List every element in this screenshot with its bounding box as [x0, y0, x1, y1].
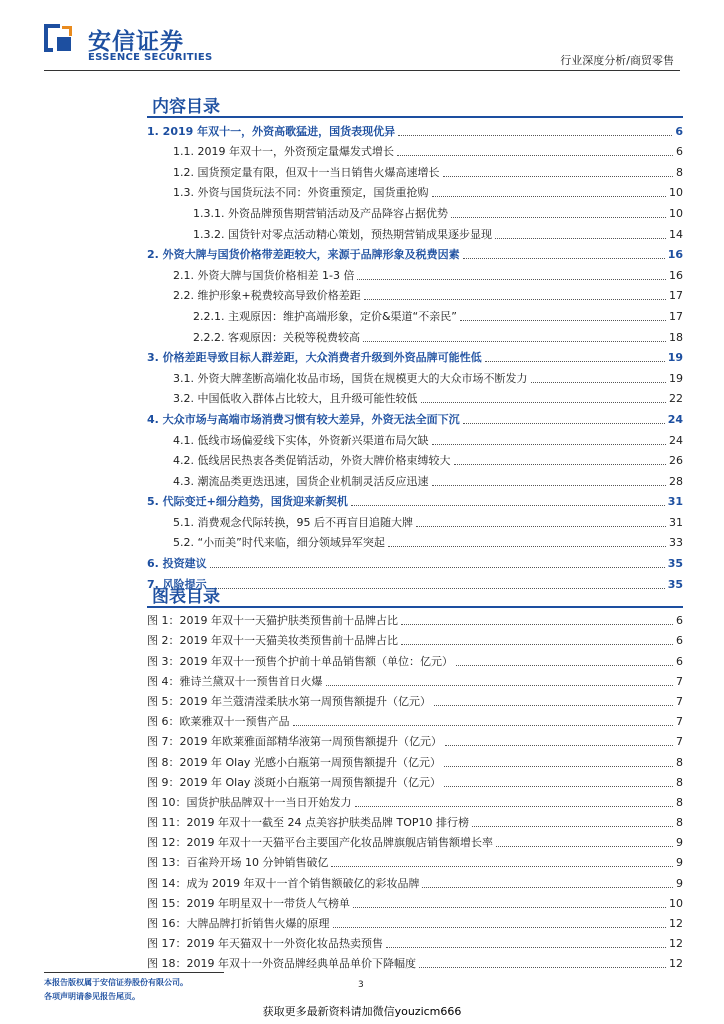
brand-name-cn: 安信证券: [88, 29, 184, 55]
toc-entry[interactable]: [147, 262, 683, 283]
figure-entry-page: 8: [676, 795, 683, 809]
dot-leader: [432, 484, 667, 486]
toc-entry[interactable]: [147, 509, 683, 530]
figure-entry[interactable]: [147, 669, 683, 689]
figure-entry[interactable]: [147, 830, 683, 850]
figure-entry-title: 图 16：大牌品牌打折销售火爆的原理: [147, 917, 330, 930]
dot-leader: [472, 825, 673, 827]
figure-entry[interactable]: [147, 628, 683, 648]
toc-entry-page: 28: [669, 474, 683, 488]
toc-entry-title: 7. 风险提示: [147, 577, 207, 591]
toc-entry[interactable]: [147, 139, 683, 160]
figure-entry[interactable]: [147, 850, 683, 870]
toc-entry-page: 19: [669, 371, 683, 385]
figure-entry[interactable]: [147, 870, 683, 890]
toc-entry-page: 31: [669, 515, 683, 529]
figure-list: [147, 608, 683, 971]
toc-entry-page: 24: [667, 412, 683, 426]
figure-entry-page: 8: [676, 775, 683, 789]
toc-entry[interactable]: [147, 365, 683, 386]
figure-entry-page: 12: [669, 937, 683, 951]
dot-leader: [432, 195, 667, 197]
toc-entry-page: 8: [676, 165, 683, 179]
figure-entry-title: 图 12：2019 年双十一天猫平台主要国产化妆品牌旗舰店销售额增长率: [147, 836, 493, 850]
toc-entry-page: 16: [667, 248, 683, 262]
toc-entry-title: 2.2. 维护形象+税费较高导致价格差距: [173, 289, 361, 303]
toc-title: 内容目录: [152, 97, 220, 117]
dot-leader: [443, 175, 674, 177]
dot-leader: [333, 926, 667, 928]
figure-entry[interactable]: [147, 911, 683, 931]
figure-entry-page: 9: [676, 856, 683, 870]
toc-entry-page: 33: [669, 536, 683, 550]
figure-entry-page: 12: [669, 917, 683, 930]
toc-entry[interactable]: [147, 324, 683, 345]
toc-entry[interactable]: [147, 427, 683, 448]
figure-entry-page: 12: [669, 957, 683, 971]
toc-entry[interactable]: [147, 159, 683, 180]
footer-disclaimer: 各项声明请参见报告尾页。: [44, 992, 140, 1001]
figure-entry-title: 图 5：2019 年兰蔻清滢柔肤水第一周预售额提升（亿元）: [147, 694, 431, 708]
toc-entry-title: 4.3. 潮流品类更迭迅速，国货企业机制灵活反应迅速: [173, 474, 429, 488]
toc-entry[interactable]: [147, 221, 683, 242]
figure-entry-title: 图 2：2019 年双十一天猫美妆类预售前十品牌占比: [147, 634, 398, 648]
toc-entry-title: 3.2. 中国低收入群体占比较大，且升级可能性较低: [173, 392, 418, 406]
dot-leader: [357, 278, 666, 280]
footer-copyright: 本报告版权属于安信证券股份有限公司。: [44, 978, 188, 987]
figure-entry-page: 9: [676, 876, 683, 890]
figure-entry[interactable]: [147, 689, 683, 709]
header-divider: [44, 70, 680, 71]
dot-leader: [386, 946, 666, 948]
dot-leader: [434, 704, 673, 706]
dot-leader: [331, 865, 673, 867]
figure-entry-page: 7: [676, 674, 683, 688]
figure-entry-page: 8: [676, 755, 683, 769]
figure-entry-page: 10: [669, 896, 683, 910]
toc-entry[interactable]: [147, 530, 683, 551]
dot-leader: [210, 566, 665, 568]
figure-entry-title: 图 14：成为 2019 年双十一首个销售额破亿的彩妆品牌: [147, 876, 420, 890]
toc-entry-title: 2.2.2. 客观原因：关税等税费较高: [193, 330, 360, 344]
dot-leader: [364, 298, 666, 300]
figure-entry-title: 图 7：2019 年欧莱雅面部精华液第一周预售额提升（亿元）: [147, 735, 442, 749]
report-category: 行业深度分析/商贸零售: [560, 54, 674, 67]
figure-entry[interactable]: [147, 790, 683, 810]
figure-entry[interactable]: [147, 810, 683, 830]
figure-entry[interactable]: [147, 608, 683, 628]
brand-name-en: ESSENCE SECURITIES: [88, 52, 213, 63]
figure-entry-page: 9: [676, 836, 683, 850]
toc-entry[interactable]: [147, 406, 683, 427]
figure-entry-page: 8: [676, 816, 683, 830]
toc-entry-title: 5.2. “小而美”时代来临，细分领域异军突起: [173, 536, 385, 550]
dot-leader: [496, 845, 673, 847]
dot-leader: [397, 154, 673, 156]
toc-entry-page: 19: [667, 351, 683, 365]
toc-entry[interactable]: [147, 303, 683, 324]
dot-leader: [451, 216, 666, 218]
page-number: 3: [358, 980, 364, 990]
figure-entry-page: 6: [676, 634, 683, 648]
toc-entry-page: 6: [676, 145, 683, 159]
toc-entry-title: 1.3.2. 国货针对零点活动精心策划，预热期营销成果逐步显现: [193, 227, 492, 241]
toc-entry-title: 1.1. 2019 年双十一，外资预定量爆发式增长: [173, 145, 394, 159]
toc-entry-title: 4.2. 低线居民热衷各类促销活动，外资大牌价格束缚较大: [173, 454, 451, 468]
figure-entry-page: 7: [676, 694, 683, 708]
toc-entry-title: 1. 2019 年双十一，外资高歌猛进，国货表现优异: [147, 124, 396, 138]
toc-entry[interactable]: [147, 200, 683, 221]
toc-entry-title: 1.3. 外资与国货玩法不同：外资重预定，国货重抢购: [173, 186, 429, 200]
footer-divider: [44, 972, 224, 973]
toc-entry[interactable]: [147, 345, 683, 366]
toc-entry-page: 17: [669, 309, 683, 323]
toc-list: [147, 118, 683, 592]
figures-title: 图表目录: [152, 587, 220, 607]
toc-entry[interactable]: [147, 468, 683, 489]
watermark-text: 获取更多最新资料请加微信youzicm666: [262, 1005, 462, 1018]
figure-entry-page: 7: [676, 715, 683, 729]
dot-leader: [398, 134, 672, 136]
toc-entry-title: 1.3.1. 外资品牌预售期营销活动及产品降容占据优势: [193, 206, 448, 220]
dot-leader: [432, 443, 667, 445]
dot-leader: [495, 237, 666, 239]
toc-entry-page: 10: [669, 206, 683, 220]
dot-leader: [454, 463, 667, 465]
toc-entry-title: 2. 外资大牌与国货价格带差距较大，来源于品牌形象及税费因素: [147, 248, 460, 262]
figure-entry[interactable]: [147, 648, 683, 668]
toc-entry-page: 6: [675, 124, 683, 138]
figure-entry[interactable]: [147, 729, 683, 749]
dot-leader: [355, 805, 674, 807]
toc-entry-title: 4.1. 低线市场偏爱线下实体，外资新兴渠道布局欠缺: [173, 433, 429, 447]
dot-leader: [485, 360, 665, 362]
figure-entry[interactable]: [147, 951, 683, 971]
figure-entry-title: 图 11：2019 年双十一截至 24 点美容护肤类品牌 TOP10 排行榜: [147, 816, 469, 830]
dot-leader: [388, 545, 666, 547]
figure-entry-title: 图 15：2019 年明星双十一带货人气榜单: [147, 896, 350, 910]
toc-entry-title: 6. 投资建议: [147, 557, 207, 571]
toc-entry[interactable]: [147, 386, 683, 407]
toc-entry-page: 16: [669, 268, 683, 282]
dot-leader: [463, 257, 665, 259]
dot-leader: [444, 765, 673, 767]
dot-leader: [422, 886, 673, 888]
toc-entry-page: 35: [667, 557, 683, 571]
figure-entry-title: 图 17：2019 年天猫双十一外资化妆品热卖预售: [147, 937, 383, 951]
figure-entry-title: 图 18：2019 年双十一外资品牌经典单品单价下降幅度: [147, 957, 416, 971]
dot-leader: [401, 643, 673, 645]
toc-entry-title: 2.2.1. 主观原因：维护高端形象，定价&渠道“不亲民”: [193, 309, 457, 323]
dot-leader: [351, 504, 665, 506]
toc-entry-page: 35: [667, 577, 683, 591]
toc-entry-title: 5.1. 消费观念代际转换，95 后不再盲目追随大牌: [173, 515, 413, 529]
toc-entry[interactable]: [147, 180, 683, 201]
figure-entry-title: 图 6：欧莱雅双十一预售产品: [147, 715, 290, 729]
figure-entry[interactable]: [147, 931, 683, 951]
toc-entry-title: 3. 价格差距导致目标人群差距，大众消费者升级到外资品牌可能性低: [147, 351, 482, 365]
toc-entry-page: 18: [669, 330, 683, 344]
dot-leader: [456, 664, 673, 666]
dot-leader: [421, 401, 667, 403]
figure-entry-title: 图 9：2019 年 Olay 淡斑小白瓶第一周预售额提升（亿元）: [147, 775, 441, 789]
toc-entry-title: 2.1. 外资大牌与国货价格相差 1-3 倍: [173, 268, 355, 282]
figure-entry-page: 6: [676, 654, 683, 668]
figure-entry-title: 图 1：2019 年双十一天猫护肤类预售前十品牌占比: [147, 614, 398, 628]
figure-entry-page: 6: [676, 614, 683, 628]
dot-leader: [460, 319, 666, 321]
figure-entry[interactable]: [147, 749, 683, 769]
toc-entry[interactable]: [147, 550, 683, 571]
dot-leader: [353, 906, 666, 908]
toc-entry-page: 17: [669, 289, 683, 303]
dot-leader: [210, 587, 665, 589]
dot-leader: [293, 724, 674, 726]
toc-entry-page: 22: [669, 392, 683, 406]
toc-entry-title: 1.2. 国货预定量有限，但双十一当日销售火爆高速增长: [173, 165, 440, 179]
figure-entry[interactable]: [147, 770, 683, 790]
figure-entry-title: 图 10：国货护肤品牌双十一当日开始发力: [147, 795, 352, 809]
dot-leader: [445, 744, 673, 746]
figure-entry-title: 图 3：2019 年双十一预售个护前十单品销售额（单位：亿元）: [147, 654, 453, 668]
toc-entry-page: 26: [669, 454, 683, 468]
dot-leader: [401, 623, 673, 625]
toc-entry[interactable]: [147, 283, 683, 304]
dot-leader: [444, 785, 673, 787]
figure-entry-title: 图 13：百雀羚开场 10 分钟销售破亿: [147, 856, 329, 870]
essence-logo: [44, 24, 78, 58]
toc-entry-page: 10: [669, 186, 683, 200]
dot-leader: [363, 340, 666, 342]
toc-entry[interactable]: [147, 242, 683, 263]
dot-leader: [463, 422, 665, 424]
toc-entry-page: 24: [669, 433, 683, 447]
figure-entry-title: 图 8：2019 年 Olay 光感小白瓶第一周预售额提升（亿元）: [147, 755, 441, 769]
toc-entry[interactable]: [147, 448, 683, 469]
toc-entry-page: 31: [667, 495, 683, 509]
toc-entry-title: 3.1. 外资大牌垄断高端化妆品市场，国货在规模更大的大众市场不断发力: [173, 371, 528, 385]
dot-leader: [531, 381, 667, 383]
toc-entry-title: 4. 大众市场与高端市场消费习惯有较大差异，外资无法全面下沉: [147, 412, 460, 426]
dot-leader: [326, 684, 674, 686]
toc-entry[interactable]: [147, 571, 683, 592]
figure-entry-page: 7: [676, 735, 683, 749]
toc-entry-title: 5. 代际变迁+细分趋势，国货迎来新契机: [147, 495, 348, 509]
figure-entry[interactable]: [147, 891, 683, 911]
figure-entry-title: 图 4：雅诗兰黛双十一预售首日火爆: [147, 674, 323, 688]
toc-entry-page: 14: [669, 227, 683, 241]
dot-leader: [416, 525, 666, 527]
toc-entry[interactable]: [147, 118, 683, 139]
dot-leader: [419, 966, 666, 968]
toc-entry[interactable]: [147, 489, 683, 510]
figure-entry[interactable]: [147, 709, 683, 729]
